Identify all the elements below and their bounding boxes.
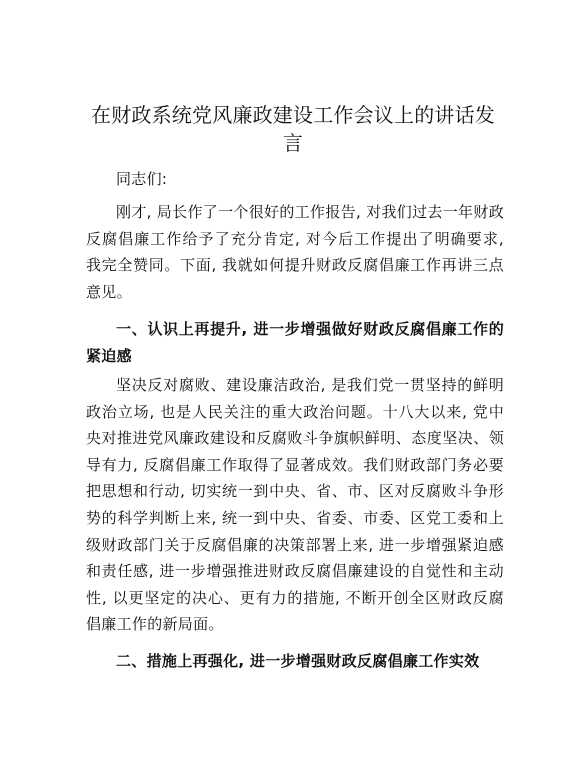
paragraph-section-1: 坚决反对腐败、建设廉洁政治, 是我们党一贯坚持的鲜明政治立场, 也是人民关注的重大政治问题。十八大以来, 党中央对推进党风廉政建设和反腐败斗争旗帜鲜明、态度坚决、领导有力, 反腐倡廉工作取得了显著成效。我们财政部门务必要把思想和行动, 切实统一到中央、省、市、区对反腐败斗争形势的科学判断上来, 统一到中央、省委、市委、区党工委和上级财政部门关于反腐倡廉的决策部署上来, 进一步增强紧迫感和责任感, 进一步增强推进财政反腐倡廉建设的自觉性和主动性, 以更坚定的决心、更有力的措施, 不断开创全区财政反腐倡廉工作的新局面。 xyxy=(86,376,504,634)
paragraph-opening: 刚才, 局长作了一个很好的工作报告, 对我们过去一年财政反腐倡廉工作给予了充分肯定, 对今后工作提出了明确要求, 我完全赞同。下面, 我就如何提升财政反腐倡廉工作再讲三点意见。 xyxy=(86,203,504,301)
section-heading-2: 二、措施上再强化, 进一步增强财政反腐倡廉工作实效 xyxy=(116,652,480,670)
section-heading-1: 一、认识上再提升, 进一步增强做好财政反腐倡廉工作的紧迫感 xyxy=(86,320,504,365)
salutation: 同志们: xyxy=(116,170,168,188)
document-title: 在财政系统党风廉政建设工作会议上的讲话发言 xyxy=(91,103,495,155)
